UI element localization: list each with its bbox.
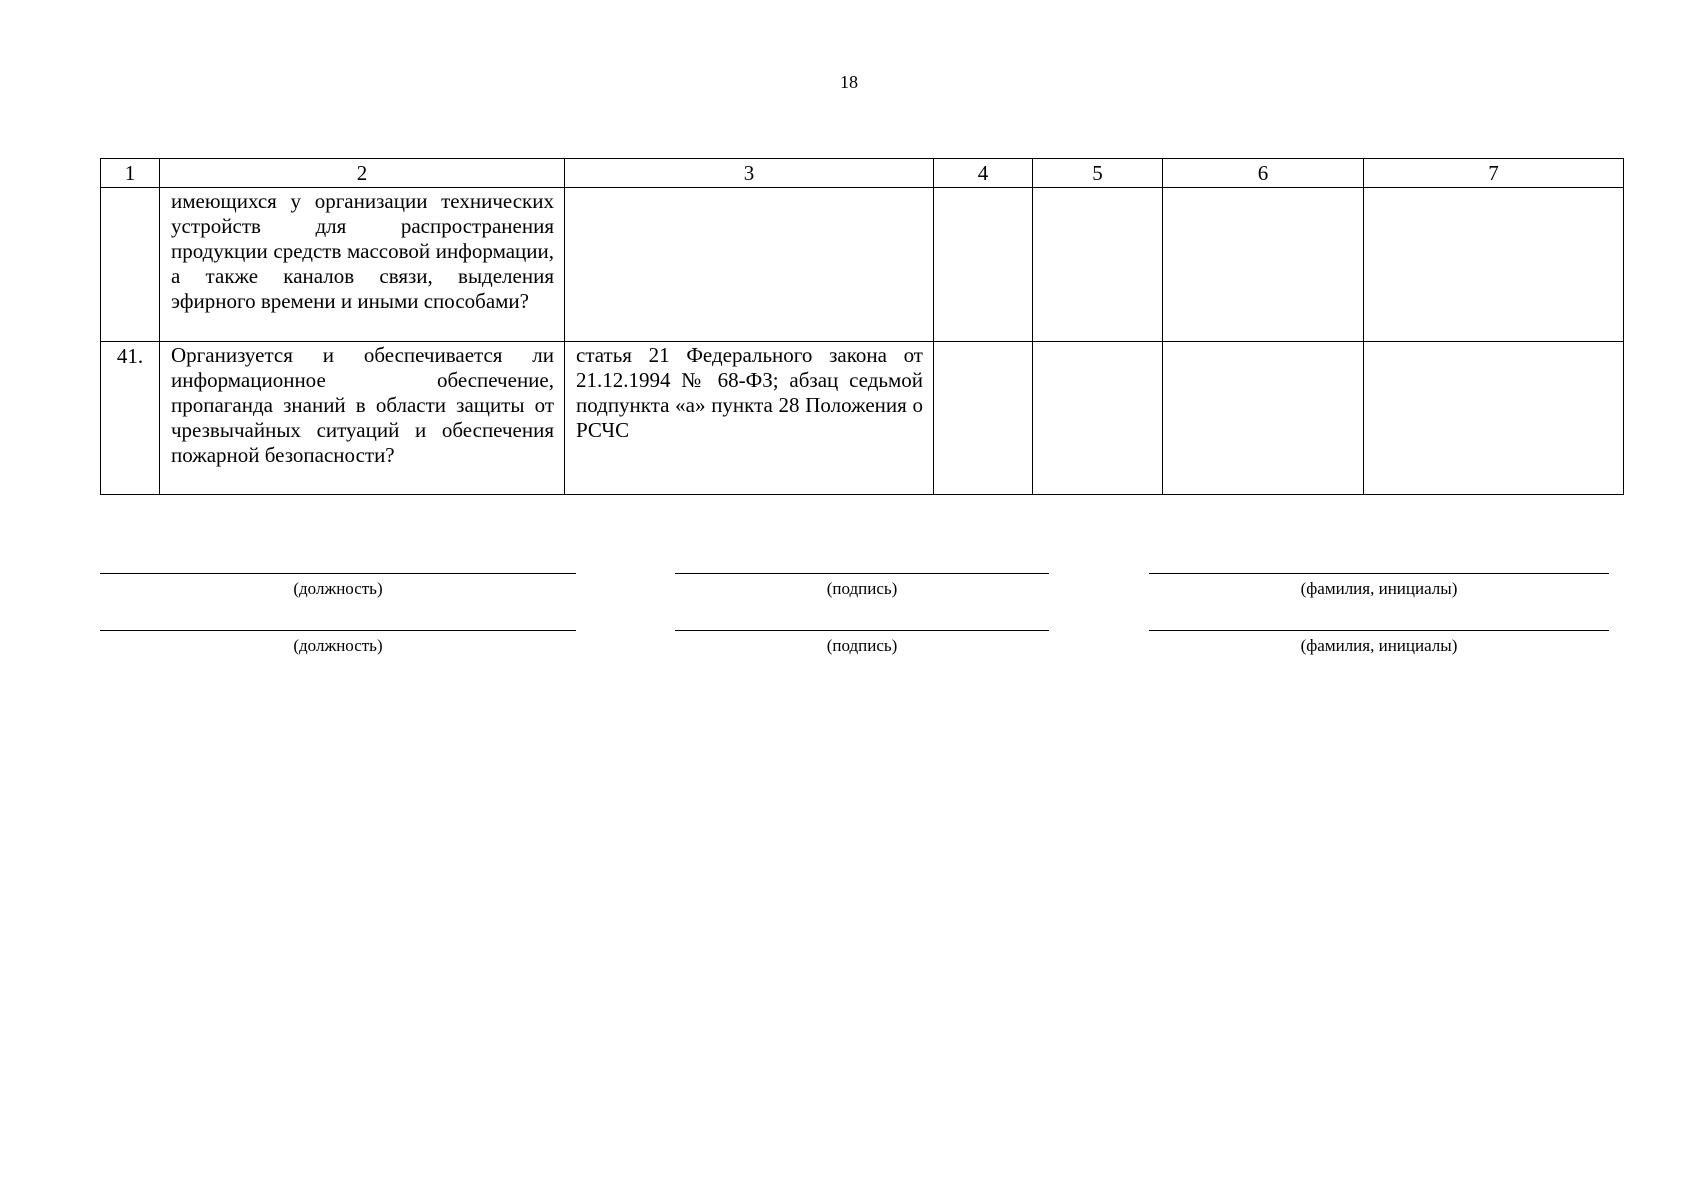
column-header-4: 4 [934,159,1033,188]
answer-cell-6 [1163,188,1364,342]
position-line [100,573,576,574]
position-line [100,630,576,631]
reference-cell: статья 21 Федерального закона от 21.12.1994 № 68-ФЗ; абзац седьмой подпункта «а» пункта 28 Положения о РСЧС [565,342,934,495]
signature-caption: (подпись) [826,579,898,598]
signature-line [675,573,1049,574]
signature-caption: (подпись) [826,636,898,655]
name-line [1149,573,1609,574]
name-caption: (фамилия, инициалы) [1300,579,1458,598]
column-header-3: 3 [565,159,934,188]
answer-cell-7 [1364,188,1624,342]
answer-cell-5 [1033,342,1163,495]
table-row [101,188,1624,342]
position-caption: (должность) [293,636,383,655]
checklist-table [100,158,1624,495]
answer-cell-4 [934,188,1033,342]
signature-line [675,630,1049,631]
column-header-7: 7 [1364,159,1624,188]
column-header-2: 2 [160,159,565,188]
page-number: 18 [840,72,858,92]
name-caption: (фамилия, инициалы) [1300,636,1458,655]
answer-cell-4 [934,342,1033,495]
column-header-5: 5 [1033,159,1163,188]
position-caption: (должность) [293,579,383,598]
question-cell: Организуется и обеспечивается ли информационное обеспечение, пропаганда знаний в области защиты от чрезвычайных ситуаций и обеспечения пожарной безопасности? [160,342,565,495]
table-row [101,342,1624,495]
name-line [1149,630,1609,631]
row-number [101,188,160,342]
column-header-1: 1 [101,159,160,188]
answer-cell-5 [1033,188,1163,342]
answer-cell-7 [1364,342,1624,495]
answer-cell-6 [1163,342,1364,495]
reference-cell [565,188,934,342]
table-header-row [101,159,1624,188]
question-cell: имеющихся у организации технических устройств для распространения продукции средств массовой информации, а также каналов связи, выделения эфирного времени и иными способами? [160,188,565,342]
column-header-6: 6 [1163,159,1364,188]
row-number: 41. [101,342,160,495]
